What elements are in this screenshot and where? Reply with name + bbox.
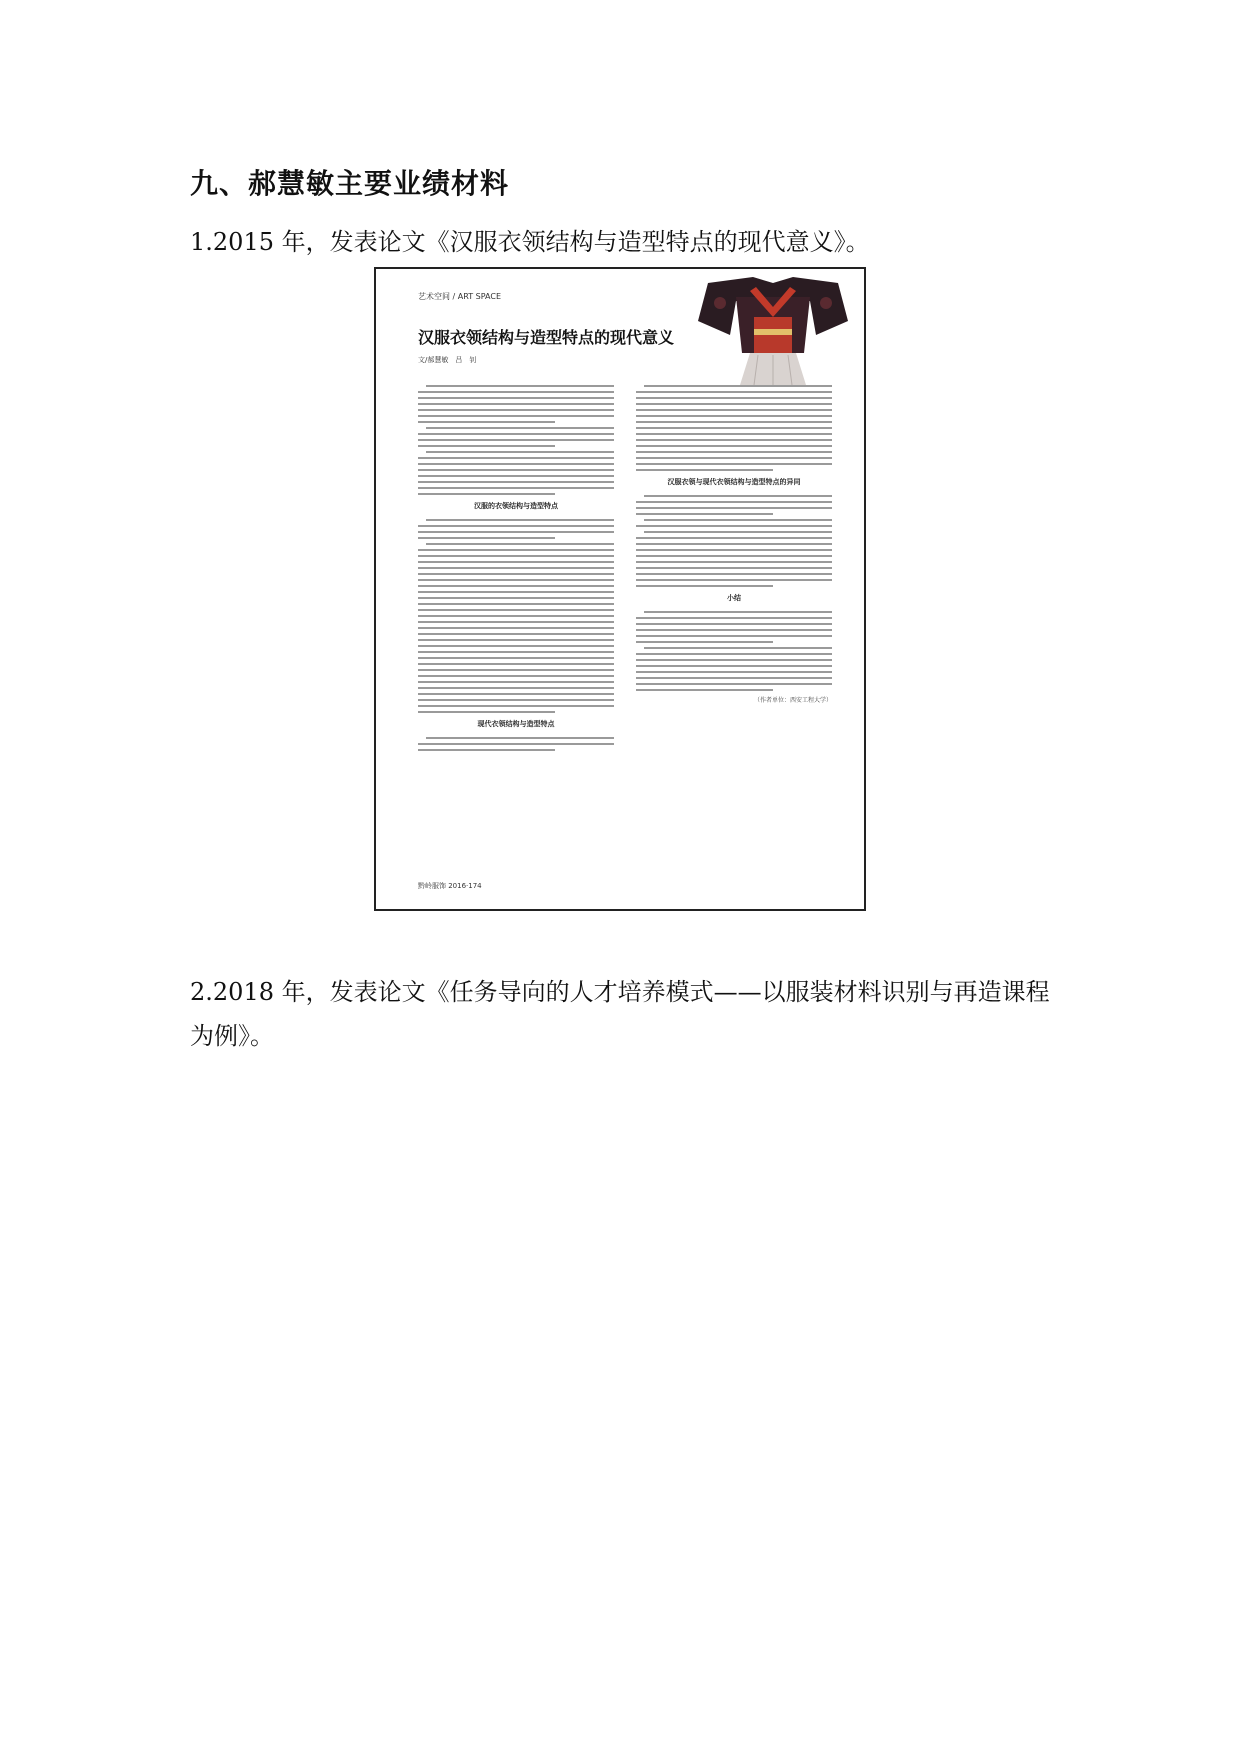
scan-header-label: 艺术空间 / ART SPACE	[418, 292, 502, 301]
scan-right-column	[636, 385, 832, 704]
scan-left-column	[418, 385, 614, 755]
scan-article-title: 汉服衣领结构与造型特点的现代意义	[418, 328, 675, 347]
achievement-item-2: 2.2018 年，发表论文《任务导向的人才培养模式——以服装材料识别与再造课程为例》。	[190, 978, 1050, 1050]
scan-right-subhead-2: 小结	[727, 594, 741, 602]
scan-footer-label: 黔岭服饰 2016·174	[418, 882, 482, 890]
scan-left-subhead-1: 汉服的衣领结构与造型特点	[474, 502, 558, 510]
achievement-item-1: 1.2015 年，发表论文《汉服衣领结构与造型特点的现代意义》。	[190, 228, 870, 256]
section-heading: 九、郝慧敏主要业绩材料	[190, 167, 510, 200]
article-scan-image	[374, 267, 866, 911]
scan-right-subhead-1: 汉服衣领与现代衣领结构与造型特点的异同	[667, 478, 801, 486]
scan-affiliation: （作者单位：西安工程大学）	[753, 697, 832, 704]
scan-left-subhead-2: 现代衣领结构与造型特点	[477, 720, 555, 728]
scan-byline: 文/郝慧敏 吕 钊	[418, 356, 477, 364]
hanfu-robe-illustration	[698, 273, 848, 389]
